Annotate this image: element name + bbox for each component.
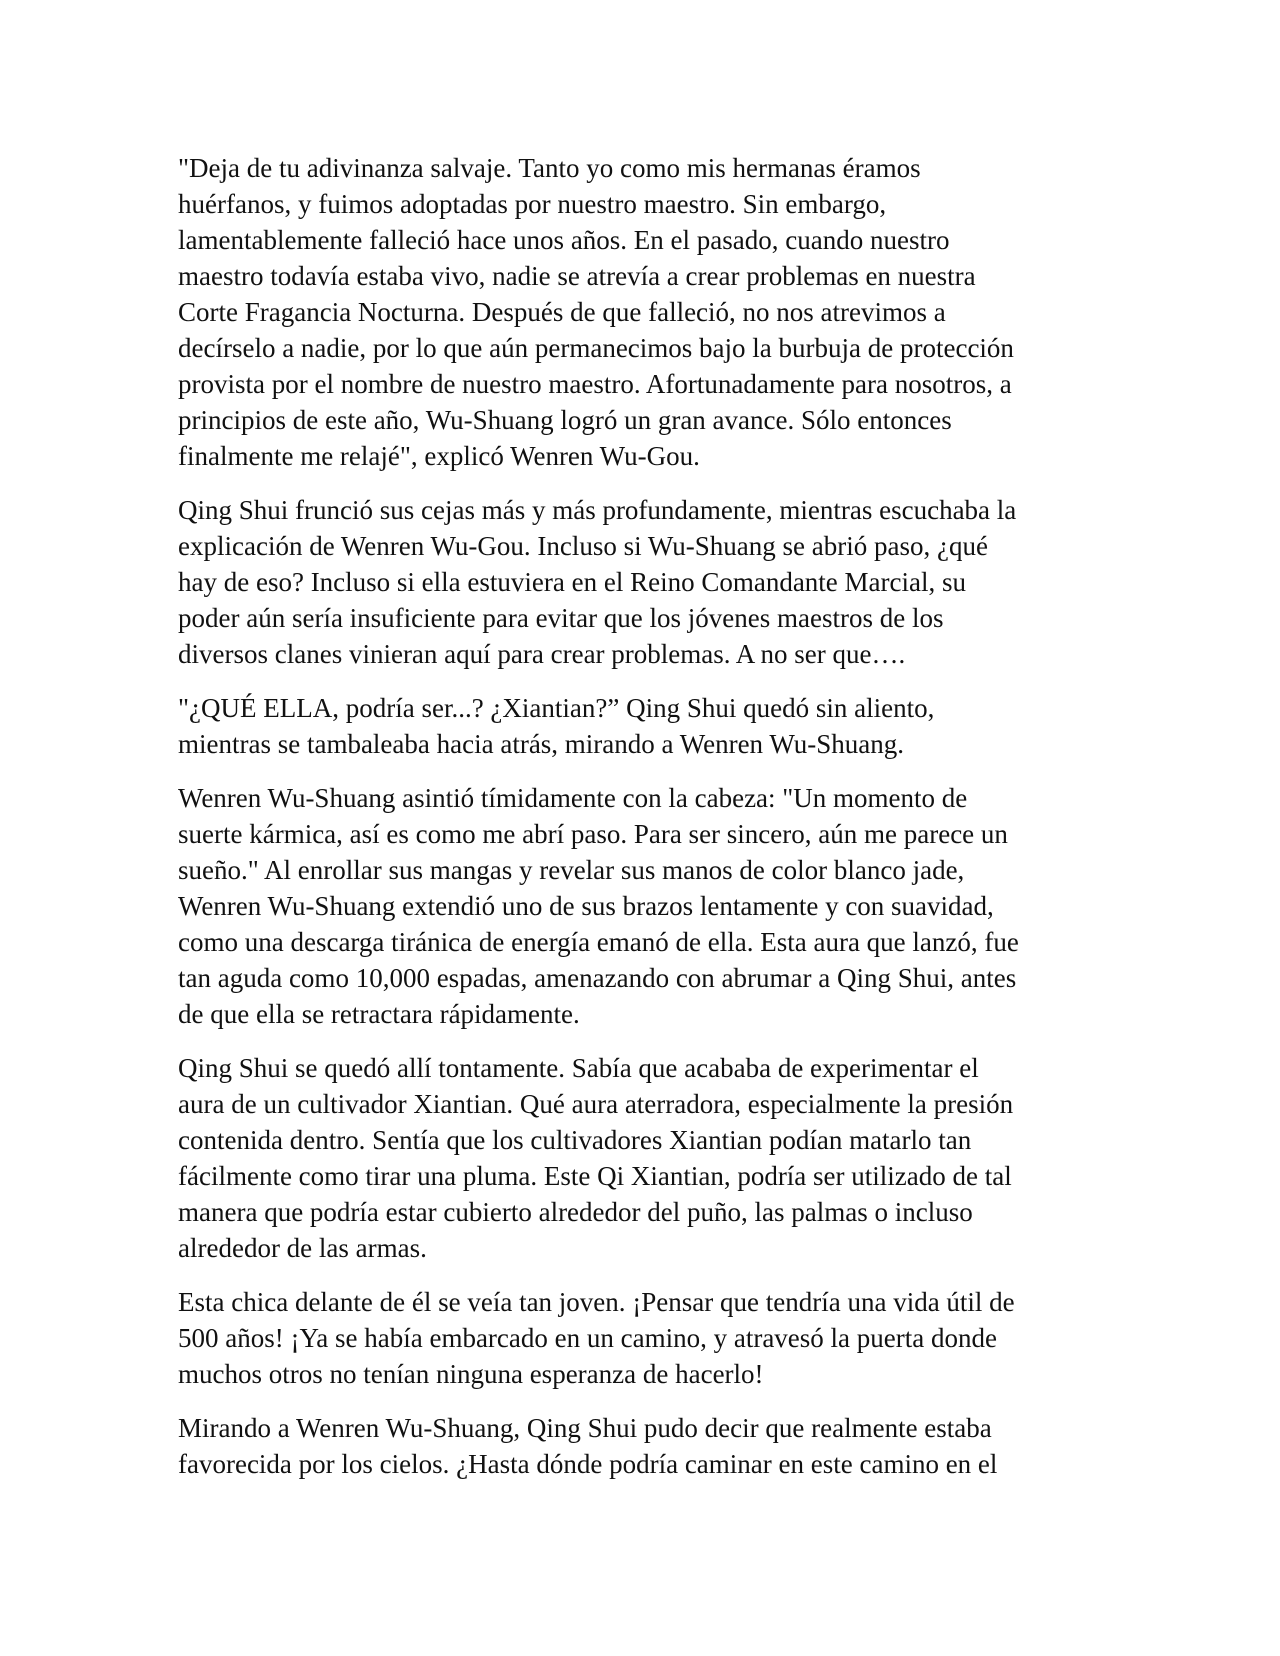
paragraph: Qing Shui frunció sus cejas más y más profundamente, mientras escuchaba la explicación de Wenren Wu-Gou. Incluso si Wu-Shuang se abrió paso, ¿qué hay de eso? Incluso si ella estuviera en el Reino Comandante Marcial, su poder aún sería insuficiente para evitar que los jóvenes maestros de los diversos clanes vinieran aquí para crear problemas. A no ser que…. [178,495,1017,669]
paragraph: Wenren Wu-Shuang asintió tímidamente con la cabeza: "Un momento de suerte kármica, así es como me abrí paso. Para ser sincero, aún me parece un sueño." Al enrollar sus mangas y revelar sus manos de color blanco jade, Wenren Wu-Shuang extendió uno de sus brazos lentamente y con suavidad, como una descarga tiránica de energía emanó de ella. Esta aura que lanzó, fue tan aguda como 10,000 espadas, amenazando con abrumar a Qing Shui, antes de que ella se retractara rápidamente. [178,783,1019,1029]
paragraph: Qing Shui se quedó allí tontamente. Sabía que acababa de experimentar el aura de un cultivador Xiantian. Qué aura aterradora, especialmente la presión contenida dentro. Sentía que los cultivadores Xiantian podían matarlo tan fácilmente como tirar una pluma. Este Qi Xiantian, podría ser utilizado de tal manera que podría estar cubierto alrededor del puño, las palmas o incluso alrededor de las armas. [178,1053,1014,1263]
paragraph: Mirando a Wenren Wu-Shuang, Qing Shui pudo decir que realmente estaba favorecida por los cielos. ¿Hasta dónde podría caminar en este camino en el [178,1413,998,1479]
paragraph: Esta chica delante de él se veía tan joven. ¡Pensar que tendría una vida útil de 500 años! ¡Ya se había embarcado en un camino, y atravesó la puerta donde muchos otros no tenían ninguna esperanza de hacerlo! [178,1287,1015,1389]
document-body [178,150,1098,1500]
paragraph: "Deja de tu adivinanza salvaje. Tanto yo como mis hermanas éramos huérfanos, y fuimos adoptadas por nuestro maestro. Sin embargo, lamentablemente falleció hace unos años. En el pasado, cuando nuestro maestro todavía estaba vivo, nadie se atrevía a crear problemas en nuestra Corte Fragancia Nocturna. Después de que falleció, no nos atrevimos a decírselo a nadie, por lo que aún permanecimos bajo la burbuja de protección provista por el nombre de nuestro maestro. Afortunadamente para nosotros, a principios de este año, Wu-Shuang logró un gran avance. Sólo entonces finalmente me relajé", explicó Wenren Wu-Gou. [178,153,1014,471]
paragraph: "¿QUÉ ELLA, podría ser...? ¿Xiantian?” Qing Shui quedó sin aliento, mientras se tambaleaba hacia atrás, mirando a Wenren Wu-Shuang. [178,693,935,759]
